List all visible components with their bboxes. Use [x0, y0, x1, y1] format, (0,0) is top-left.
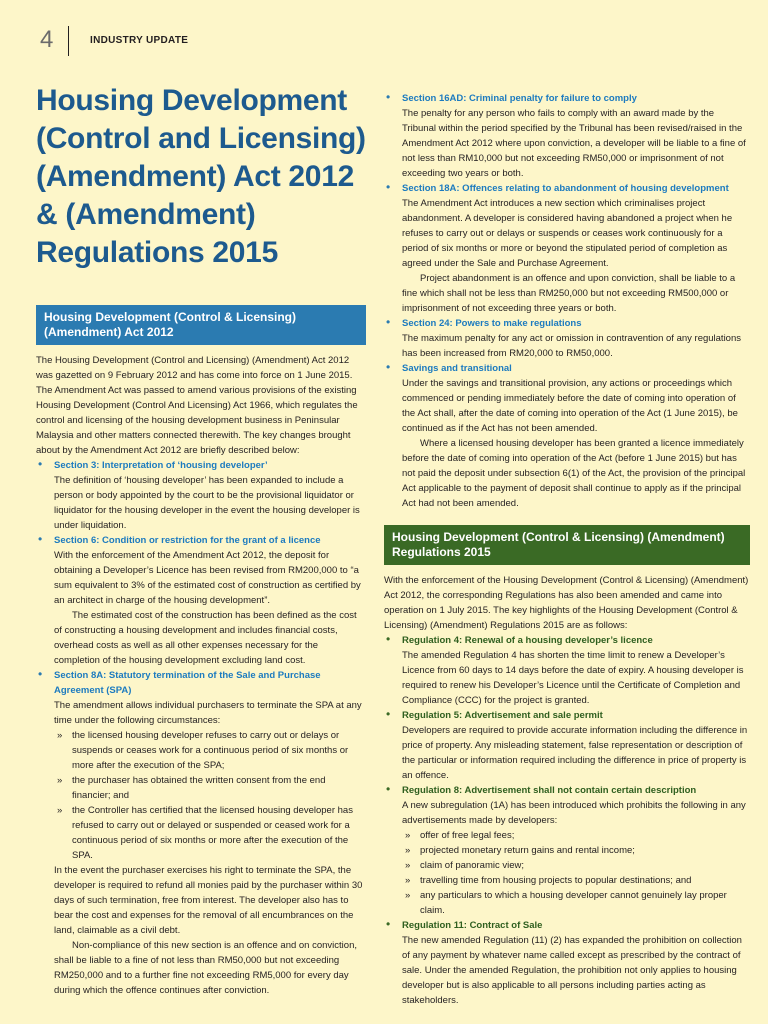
- list-item: [384, 633, 750, 708]
- list-item: » projected monetary return gains and rental income;: [402, 843, 750, 858]
- s8a-text-2: In the event the purchaser exercises his right to terminate the SPA, the developer is required to refund all monies paid by the purchaser within 30 days of such termination, free from interest. The developer also has to bear the cost and expenses for the removal of all encumbrances on the land, claimable as a civil debt.: [54, 865, 363, 936]
- s8a-heading: • Section 8A: Statutory termination of the Sale and Purchase Agreement (SPA): [54, 670, 321, 696]
- s18a-text-1: The Amendment Act introduces a new section which criminalises project abandonment. A developer is considered having abandoned a project when he refuses to carry out or delays or suspends or ceases work continuously for a period of six months or more or beyond the stipulated period of completion as agreed under the Sale and Purchase Agreement.: [402, 198, 733, 269]
- list-item: » claim of panoramic view;: [402, 858, 750, 873]
- savings-heading: • Savings and transitional: [402, 363, 512, 374]
- r8-prohibitions: [402, 828, 750, 918]
- s16ad-text: The penalty for any person who fails to comply with an award made by the Tribunal within the period specified by the Tribunal has been revised/raised in the Amendment Act 2012 where upon conviction, a developer will be liable to a fine of not less than RM10,000 but not exceeding RM50,000 or imprisonment of not exceeding two years or both.: [402, 108, 746, 179]
- s8a-text: The amendment allows individual purchasers to terminate the SPA at any time under the following circumstances:: [54, 700, 362, 726]
- list-item: » the Controller has certified that the licensed housing developer has refused to carry out or delayed or suspended or ceased work for a continuous period of six months or more after the execution of the SPA.: [54, 803, 366, 863]
- page-number: 4: [40, 26, 54, 53]
- act-changes-list-continued: [384, 91, 750, 511]
- s3-heading: • Section 3: Interpretation of ‘housing developer’: [54, 460, 268, 471]
- list-item: » offer of free legal fees;: [402, 828, 750, 843]
- list-item: [384, 181, 750, 316]
- list-item: [36, 458, 366, 533]
- s3-text: The definition of ‘housing developer’ has been expanded to include a person or body appointed by the court to be the provisional liquidator or liquidator for the housing developer in the event the housing developer is under liquidation.: [54, 475, 360, 531]
- act-section-heading: Housing Development (Control & Licensing) (Amendment) Act 2012: [36, 305, 366, 345]
- s24-heading: • Section 24: Powers to make regulations: [402, 318, 582, 329]
- list-item: [384, 783, 750, 918]
- s8a-circumstances: [54, 728, 366, 863]
- r8-text: A new subregulation (1A) has been introduced which prohibits the following in any advertisements made by developers:: [402, 800, 746, 826]
- s16ad-heading: • Section 16AD: Criminal penalty for failure to comply: [402, 93, 637, 104]
- list-item: » any particulars to which a housing developer cannot genuinely lay proper claim.: [402, 888, 750, 918]
- r5-text: Developers are required to provide accurate information including the difference in price of property. Any misleading statement, false representation or description of the particular or information required including the difference in price of property is an offence.: [402, 725, 748, 781]
- act-changes-list: [36, 458, 366, 998]
- s8a-text-3: Non-compliance of this new section is an offence and on conviction, shall be liable to a fine of not less than RM50,000 but not exceeding RM250,000 and to a further fine not exceeding RM5,000 for every day during which the offence continues after conviction.: [54, 940, 357, 996]
- s24-text: The maximum penalty for any act or omission in contravention of any regulations has been increased from RM20,000 to RM50,000.: [402, 333, 741, 359]
- list-item: » travelling time from housing projects to popular destinations; and: [402, 873, 750, 888]
- article-title: Housing Development (Control and Licensing) (Amendment) Act 2012 & (Amendment) Regulations 2015: [36, 84, 366, 269]
- list-item: [36, 533, 366, 668]
- list-item: [384, 91, 750, 181]
- s18a-heading: • Section 18A: Offences relating to abandonment of housing development: [402, 183, 729, 194]
- savings-text-1: Under the savings and transitional provision, any actions or proceedings which commenced or pending immediately before the date of coming into operation of the Act shall, after the date of coming into operation of the Act (1 June 2015), be continued as if the Act has not been amended.: [402, 378, 738, 434]
- regs-list: [384, 633, 750, 1008]
- s6-text-1: With the enforcement of the Amendment Act 2012, the deposit for obtaining a Developer’s Licence has been revised from RM200,000 to “a sum equivalent to 3% of the estimated cost of construction as certified by an architect in charge of the housing development”.: [54, 550, 361, 606]
- regs-intro: With the enforcement of the Housing Development (Control & Licensing) (Amendment) Act 2012, the corresponding Regulations has also been amended and came into operation on 1 July 2015. The key highlights of the Housing Development (Control & Licensing) (Amendment) Regulations 2015 are as follows:: [384, 575, 749, 631]
- s18a-text-2: Project abandonment is an offence and upon conviction, shall be liable to a fine which shall not be less than RM250,000 but not exceeding RM500,000 or imprisonment of not exceeding three years or both.: [402, 273, 736, 314]
- list-item: [384, 918, 750, 1008]
- r4-heading: • Regulation 4: Renewal of a housing developer’s licence: [402, 635, 653, 646]
- act-intro: The Housing Development (Control and Licensing) (Amendment) Act 2012 was gazetted on 9 February 2012 and has come into force on 1 June 2015. The Amendment Act was passed to amend various provisions of the existing Housing Development (Control And Licensing) Act 1966, which regulates the control and licensing of the housing development business in Peninsular Malaysia and other matters connected therewith. The key changes brought about by the Amendment Act 2012 are briefly described below:: [36, 355, 358, 456]
- r4-text: The amended Regulation 4 has shorten the time limit to renew a Developer’s Licence from 60 days to 14 days before the date of expiry. A housing developer is required to renew his Developer’s Licence until the Certificate of Completion and Compliance (CCC) for the project is granted.: [402, 650, 744, 706]
- r5-heading: • Regulation 5: Advertisement and sale permit: [402, 710, 603, 721]
- list-item: [36, 668, 366, 998]
- list-item: [384, 316, 750, 361]
- regs-section-heading: Housing Development (Control & Licensing) (Amendment) Regulations 2015: [384, 525, 750, 565]
- list-item: [384, 361, 750, 511]
- left-column: [36, 305, 366, 998]
- section-label: INDUSTRY UPDATE: [90, 35, 189, 46]
- list-item: » the licensed housing developer refuses to carry out or delays or suspends or ceases work for a continuous period of six months or more after the execution of the SPA;: [54, 728, 366, 773]
- header-divider: [68, 26, 69, 56]
- list-item: » the purchaser has obtained the written consent from the end financier; and: [54, 773, 366, 803]
- r8-heading: • Regulation 8: Advertisement shall not contain certain description: [402, 785, 697, 796]
- r11-text: The new amended Regulation (11) (2) has expanded the prohibition on collection of any payment by whatever name called except as prescribed by the contract of sale. Under the amended Regulation, the prohibition not only applies to housing developer but is also applicable to all persons including parties acting as stakeholders.: [402, 935, 742, 1006]
- s6-heading: • Section 6: Condition or restriction for the grant of a licence: [54, 535, 321, 546]
- r11-heading: • Regulation 11: Contract of Sale: [402, 920, 543, 931]
- list-item: [384, 708, 750, 783]
- right-column: [384, 91, 750, 1008]
- savings-text-2: Where a licensed housing developer has been granted a licence immediately before the date of coming into operation of the Act (before 1 June 2015) but has not paid the deposit under subsection 6(1) of the Act, the provision of the principal Act applicable to the payment of deposit shall continue to apply as if the principal Act had not been amended.: [402, 438, 746, 509]
- s6-text-2: The estimated cost of the construction has been defined as the cost of constructing a housing development and includes financial costs, overhead costs as well as all other expenses necessary for the completion of the housing development excluding land cost.: [54, 610, 357, 666]
